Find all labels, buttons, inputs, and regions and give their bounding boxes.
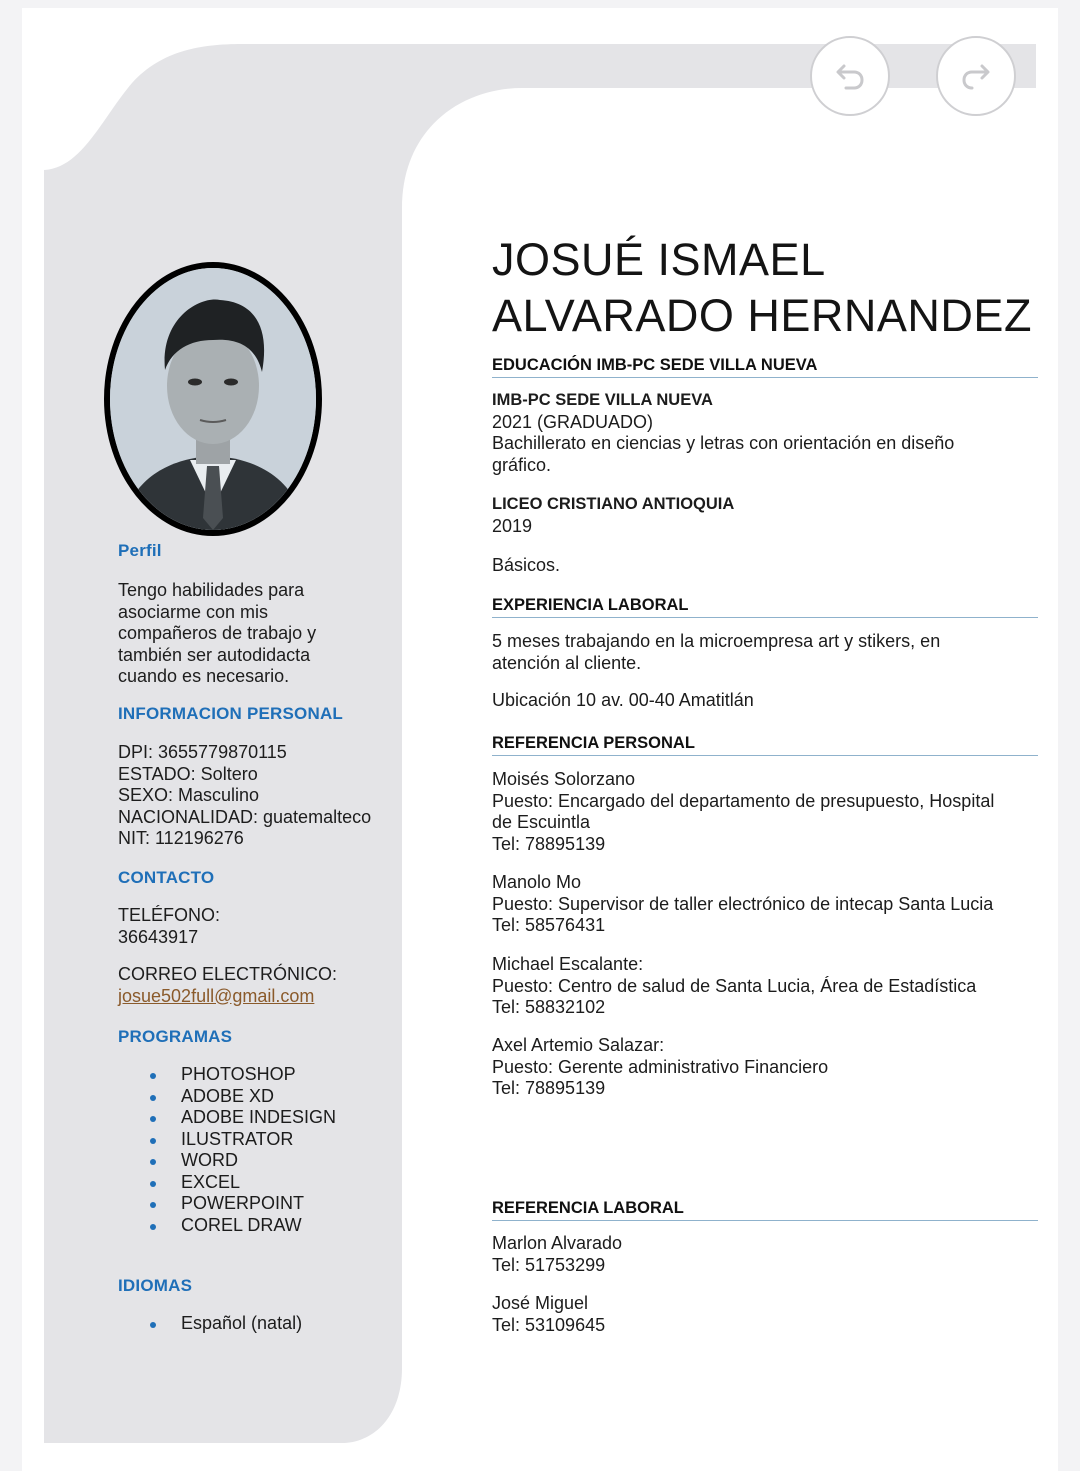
reference-phone: Tel: 53109645: [492, 1314, 606, 1335]
estado-line: ESTADO: Soltero: [118, 763, 258, 784]
experience-heading: EXPERIENCIA LABORAL: [492, 596, 1038, 618]
list-item: ADOBE INDESIGN: [118, 1107, 408, 1129]
contact-block: [118, 905, 408, 1007]
email-label: CORREO ELECTRÓNICO:: [118, 964, 338, 984]
experience-block: [492, 631, 1038, 712]
list-item: EXCEL: [118, 1172, 408, 1194]
phone-label: TELÉFONO:: [118, 905, 221, 925]
experience-text: 5 meses trabajando en la microempresa art y stikers, en: [492, 631, 941, 651]
undo-button[interactable]: [810, 36, 890, 116]
personal-info-heading: INFORMACION PERSONAL: [118, 704, 343, 723]
reference-item: [492, 954, 1038, 1019]
education-entry: [492, 390, 1038, 476]
candidate-name: [492, 232, 1032, 344]
experience-location: Ubicación 10 av. 00-40 Amatitlán: [492, 690, 754, 710]
reference-position: Puesto: Supervisor de taller electrónico de intecap Santa Lucia: [492, 893, 994, 914]
education-entry: [492, 494, 1038, 577]
dpi-line: DPI: 3655779870115: [118, 742, 287, 762]
portrait-illustration: [110, 268, 316, 530]
email-link[interactable]: josue502full@gmail.com: [118, 985, 315, 1006]
contact-heading: CONTACTO: [118, 868, 215, 887]
reference-position: de Escuintla: [492, 812, 591, 832]
reference-name: Michael Escalante:: [492, 954, 644, 974]
languages-heading: IDIOMAS: [118, 1276, 193, 1295]
reference-phone: Tel: 78895139: [492, 1078, 606, 1098]
reference-item: [492, 1293, 1038, 1336]
list-item: WORD: [118, 1150, 408, 1172]
reference-position: Puesto: Centro de salud de Santa Lucia, Área de Estadística: [492, 975, 977, 996]
list-item: COREL DRAW: [118, 1215, 408, 1237]
reference-item: [492, 1035, 1038, 1100]
reference-phone: Tel: 78895139: [492, 833, 606, 854]
reference-position: Puesto: Encargado del departamento de presupuesto, Hospital: [492, 790, 995, 811]
sexo-line: SEXO: Masculino: [118, 785, 260, 805]
redo-icon: [956, 56, 996, 96]
programs-heading: PROGRAMAS: [118, 1027, 233, 1046]
reference-item: [492, 1233, 1038, 1276]
nacionalidad-line: NACIONALIDAD: guatemalteco: [118, 806, 372, 827]
programs-list: [118, 1064, 408, 1236]
languages-list: [118, 1313, 408, 1335]
reference-phone: Tel: 58832102: [492, 997, 606, 1017]
list-item: POWERPOINT: [118, 1193, 408, 1215]
school-name: IMB-PC SEDE VILLA NUEVA: [492, 391, 713, 409]
reference-item: [492, 872, 1038, 937]
personal-info-list: [118, 742, 408, 850]
undo-icon: [830, 56, 870, 96]
nit-line: NIT: 112196276: [118, 828, 244, 848]
school-detail: gráfico.: [492, 454, 552, 475]
school-year: 2021 (GRADUADO): [492, 411, 654, 432]
list-item: ADOBE XD: [118, 1086, 408, 1108]
list-item: Español (natal): [118, 1313, 408, 1335]
experience-text: atención al cliente.: [492, 652, 642, 673]
redo-button[interactable]: [936, 36, 1016, 116]
reference-name: Manolo Mo: [492, 872, 582, 892]
personal-references-heading: REFERENCIA PERSONAL: [492, 734, 1038, 756]
school-year: 2019: [492, 515, 533, 536]
name-line-1: JOSUÉ ISMAEL: [492, 234, 826, 285]
resume-page: [22, 8, 1058, 1471]
school-name: LICEO CRISTIANO ANTIOQUIA: [492, 495, 735, 513]
reference-name: José Miguel: [492, 1293, 589, 1313]
phone-value: 36643917: [118, 926, 199, 947]
work-references-heading: REFERENCIA LABORAL: [492, 1199, 1038, 1221]
school-detail: Básicos.: [492, 555, 561, 575]
name-line-2: ALVARADO HERNANDEZ: [492, 290, 1032, 341]
school-detail: Bachillerato en ciencias y letras con orientación en diseño: [492, 433, 955, 453]
reference-name: Axel Artemio Salazar:: [492, 1035, 665, 1055]
education-heading: EDUCACIÓN IMB-PC SEDE VILLA NUEVA: [492, 356, 1038, 378]
reference-item: [492, 769, 1038, 855]
list-item: ILUSTRATOR: [118, 1129, 408, 1151]
reference-phone: Tel: 51753299: [492, 1254, 606, 1275]
profile-photo: [104, 262, 322, 536]
reference-name: Moisés Solorzano: [492, 769, 636, 789]
reference-position: Puesto: Gerente administrativo Financiero: [492, 1056, 829, 1077]
reference-phone: Tel: 58576431: [492, 915, 606, 935]
profile-text: Tengo habilidades para asociarme con mis compañeros de trabajo y también ser autodidacta cuando es necesario.: [118, 580, 317, 686]
list-item: PHOTOSHOP: [118, 1064, 408, 1086]
reference-name: Marlon Alvarado: [492, 1233, 623, 1253]
profile-heading: Perfil: [118, 541, 162, 560]
